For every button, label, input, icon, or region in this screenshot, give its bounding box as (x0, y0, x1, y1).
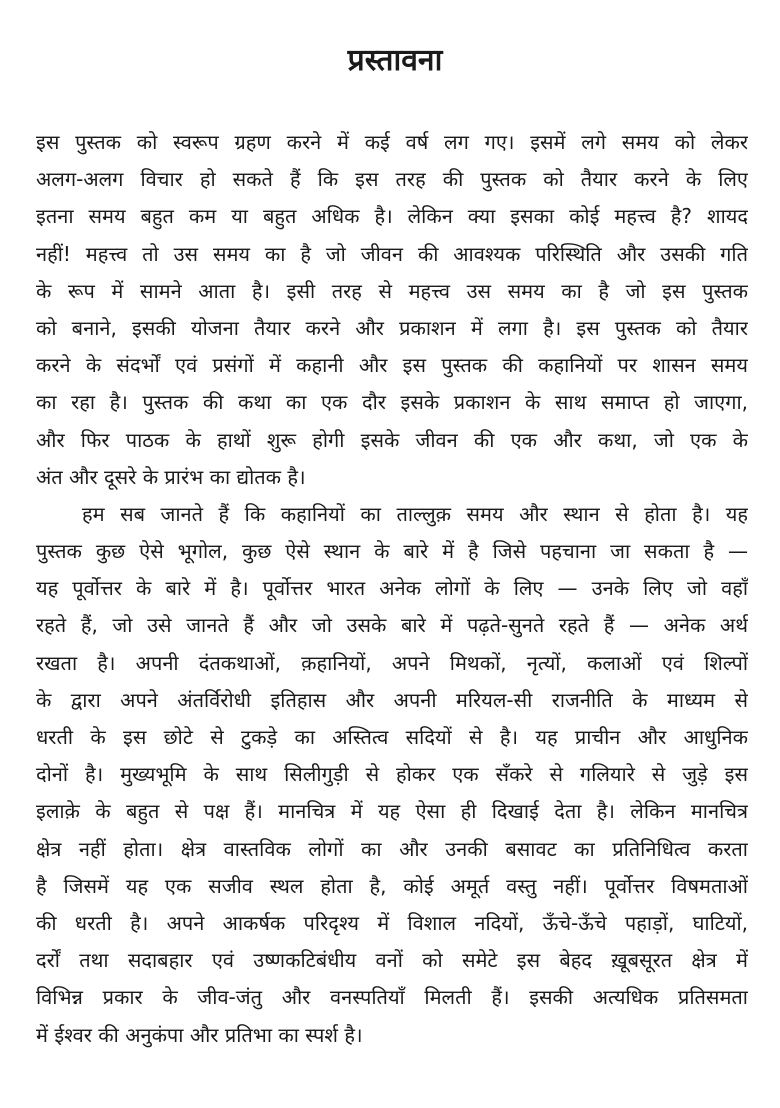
document-body (36, 124, 748, 1054)
text-line: के द्वारा अपने अंतर्विरोधी इतिहास और अपनी मरियल-सी राजनीति के माध्यम से (36, 687, 748, 712)
text-line: रखता है। अपनी दंतकथाओं, क़हानियों, अपने मिथकों, नृत्यों, कलाओं एवं शिल्पों (36, 650, 748, 675)
text-line: क्षेत्र नहीं होता। क्षेत्र वास्तविक लोगों का और उनकी बसावट का प्रतिनिधित्व करता (36, 836, 748, 861)
text-line: इतना समय बहुत कम या बहुत अधिक है। लेकिन क्या इसका कोई महत्त्व है? शायद (36, 204, 748, 229)
paragraph-1 (36, 124, 748, 496)
text-line: में ईश्वर की अनुकंपा और प्रतिभा का स्पर्श है। (36, 1022, 363, 1047)
text-line: धरती के इस छोटे से टुकड़े का अस्तित्व सदियों से है। यह प्राचीन और आधुनिक (36, 725, 748, 749)
text-line: पुस्तक कुछ ऐसे भूगोल, कुछ ऐसे स्थान के बारे में है जिसे पहचाना जा सकता है — (36, 539, 748, 564)
text-line: दोनों है। मुख्यभूमि के साथ सिलीगुड़ी से होकर एक सँकरे से गलियारे से जुड़े इस (36, 762, 748, 787)
text-line: यह पूर्वोत्तर के बारे में है। पूर्वोत्तर भारत अनेक लोगों के लिए — उनके लिए जो वहाँ (36, 576, 748, 601)
text-line: का रहा है। पुस्तक की कथा का एक दौर इसके प्रकाशन के साथ समाप्त हो जाएगा, (36, 390, 748, 415)
text-line: विभिन्न प्रकार के जीव-जंतु और वनस्पतियाँ मिलती हैं। इसकी अत्यधिक प्रतिसमता (36, 985, 748, 1010)
text-line: इस पुस्तक को स्वरूप ग्रहण करने में कई वर्ष लग गए। इसमें लगे समय को लेकर (36, 130, 748, 154)
text-line: करने के संदर्भों एवं प्रसंगों में कहानी और इस पुस्तक की कहानियों पर शासन समय (36, 353, 748, 378)
text-line: इलाक़े के बहुत से पक्ष हैं। मानचित्र में यह ऐसा ही दिखाई देता है। लेकिन मानचित्र (36, 799, 748, 824)
text-line: अंत और दूसरे के प्रारंभ का द्योतक है। (36, 464, 306, 489)
text-line: नहीं! महत्त्व तो उस समय का है जो जीवन की आवश्यक परिस्थिति और उसकी गति (36, 241, 748, 266)
text-line: अलग-अलग विचार हो सकते हैं कि इस तरह की पुस्तक को तैयार करने के लिए (36, 167, 748, 192)
text-line: दर्रों तथा सदाबहार एवं उष्णकटिबंधीय वनों को समेटे इस बेहद ख़ूबसूरत क्षेत्र में (36, 948, 748, 973)
paragraph-2 (36, 496, 748, 1054)
text-line: और फिर पाठक के हाथों शुरू होगी इसके जीवन की एक और कथा, जो एक के (36, 427, 748, 452)
text-line: हम सब जानते हैं कि कहानियों का ताल्लुक़ समय और स्थान से होता है। यह (82, 501, 748, 526)
text-line: की धरती है। अपने आकर्षक परिदृश्य में विशाल नदियों, ऊँचे-ऊँचे पहाड़ों, घाटियों, (36, 910, 748, 935)
text-line: है जिसमें यह एक सजीव स्थल होता है, कोई अमूर्त वस्तु नहीं। पूर्वोत्तर विषमताओं (36, 873, 748, 898)
text-line: को बनाने, इसकी योजना तैयार करने और प्रकाशन में लगा है। इस पुस्तक को तैयार (36, 315, 748, 340)
text-line: रहते हैं, जो उसे जानते हैं और जो उसके बारे में पढ़ते-सुनते रहते हैं — अनेक अर्थ (36, 613, 748, 638)
text-line: के रूप में सामने आता है। इसी तरह से महत्त्व उस समय का है जो इस पुस्तक (36, 278, 748, 303)
page-title: प्रस्तावना (347, 43, 443, 78)
